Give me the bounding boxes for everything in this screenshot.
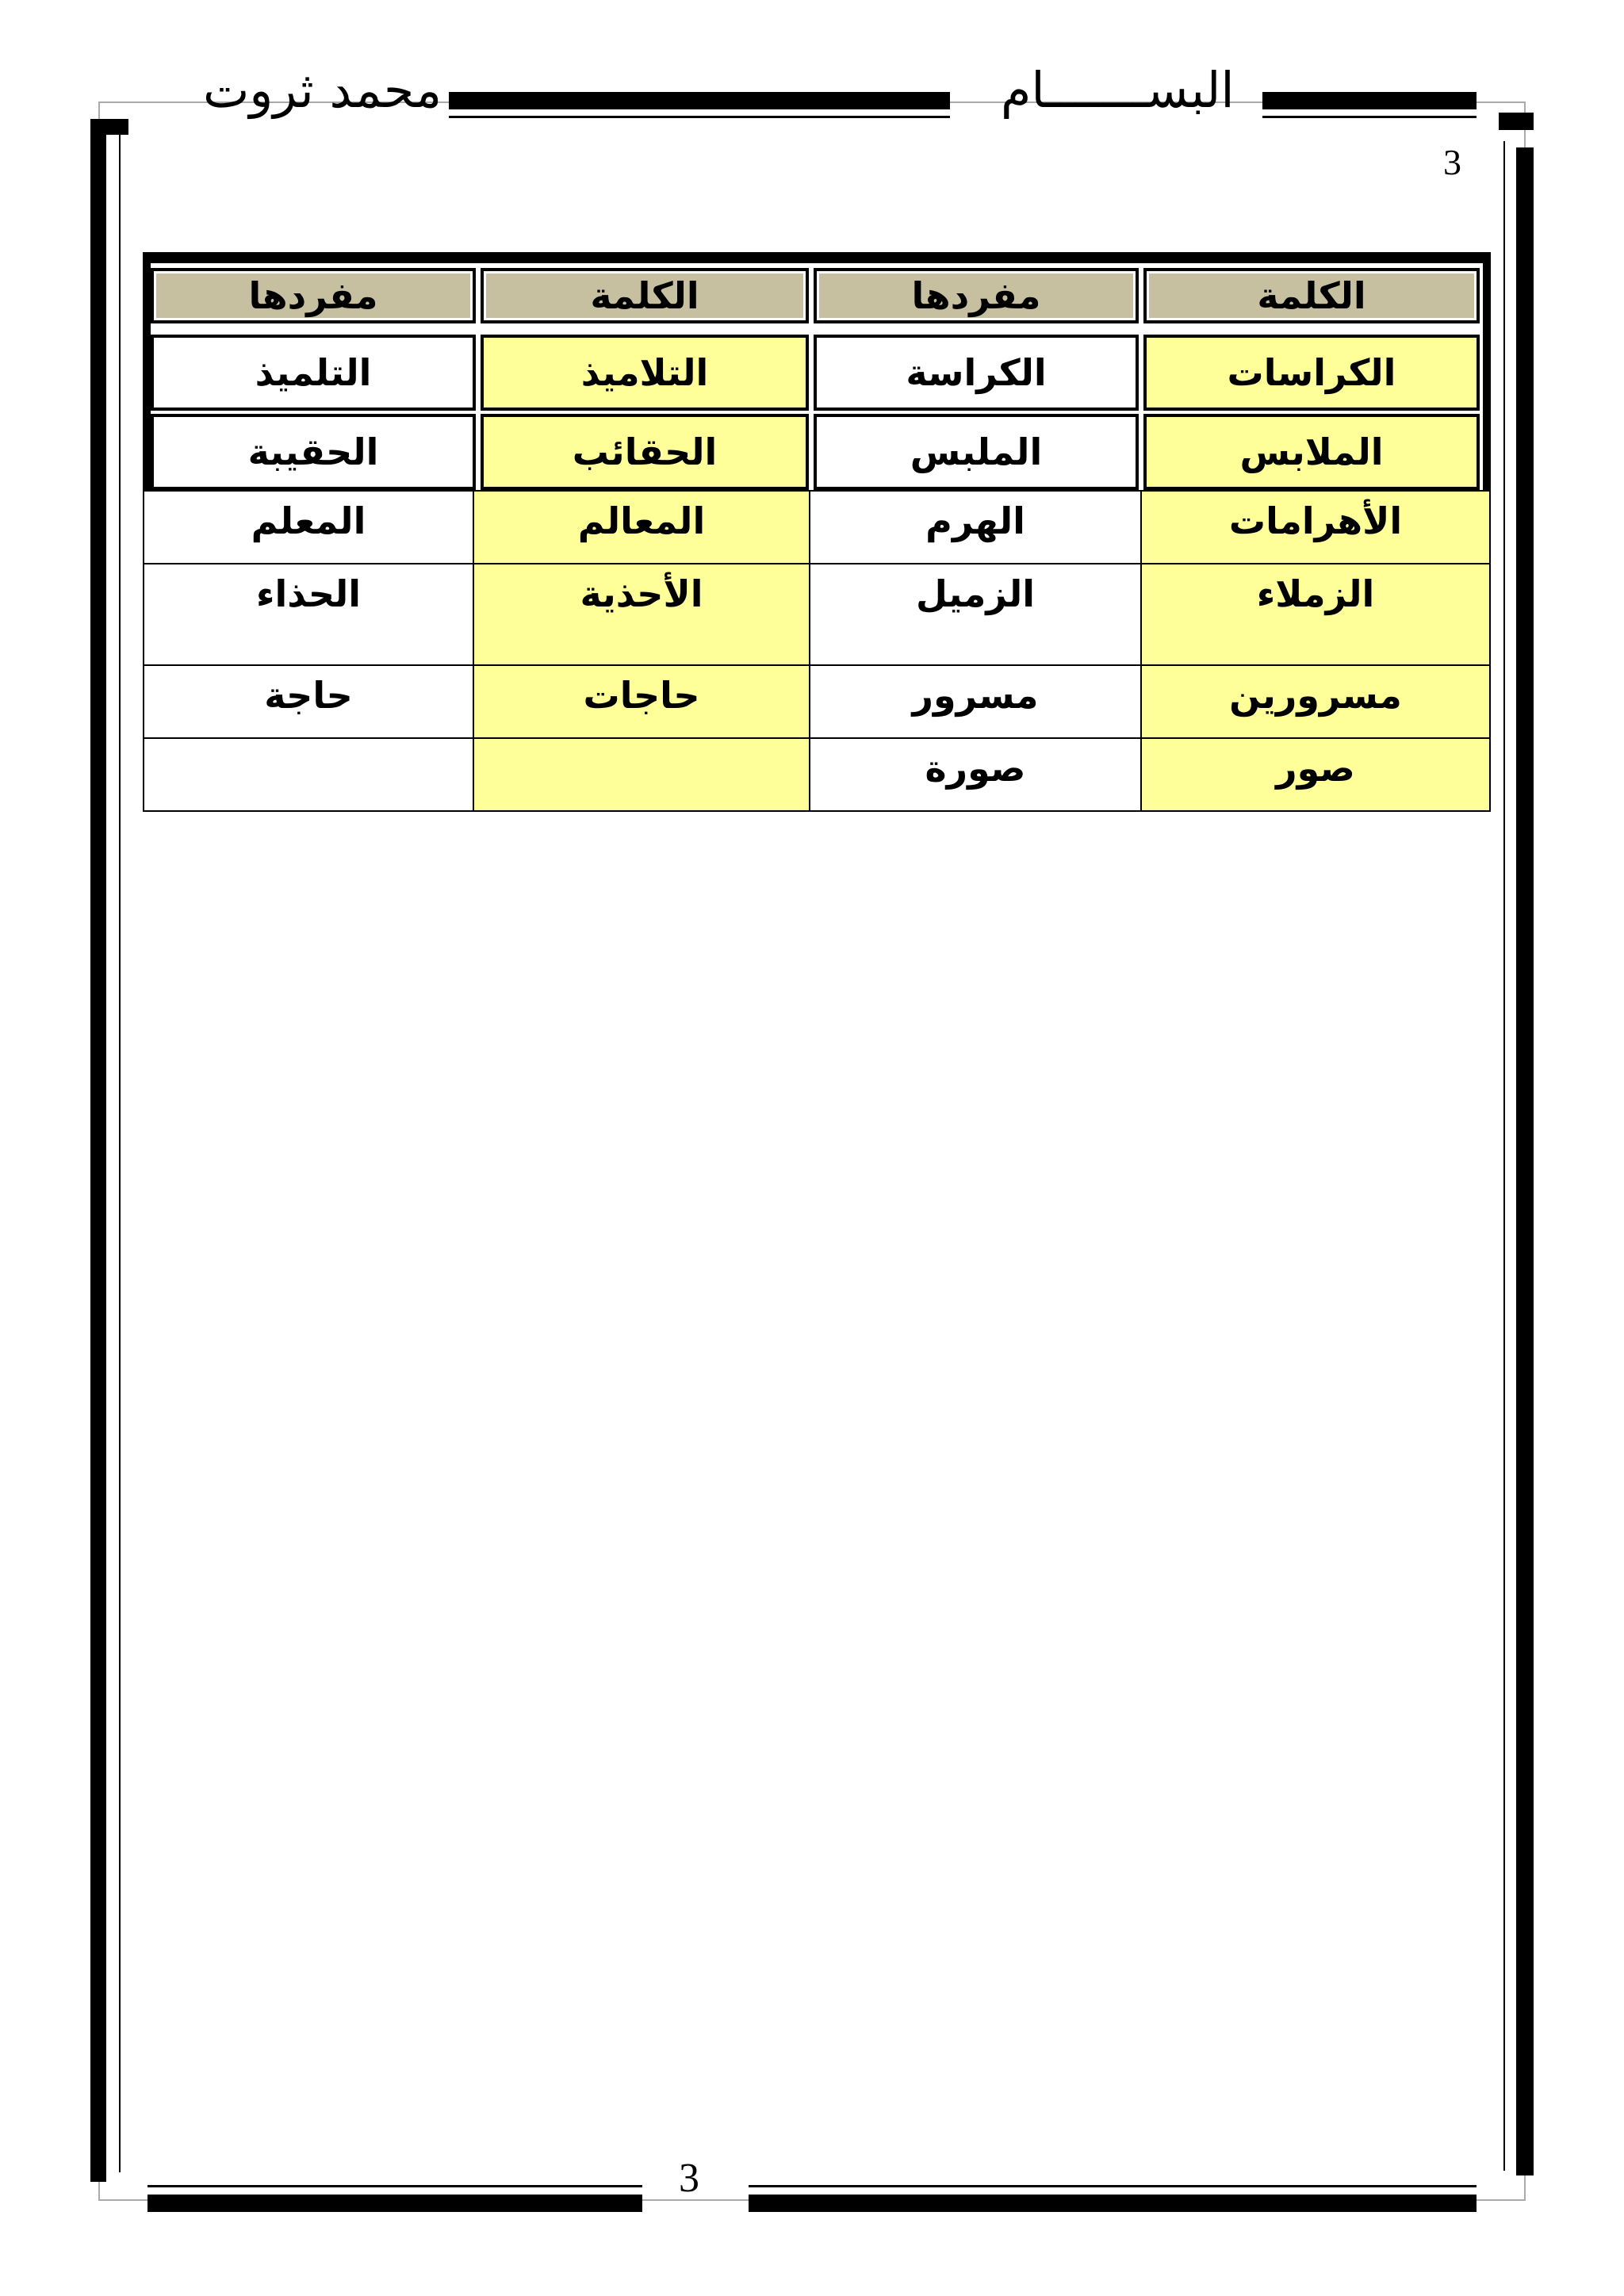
- page-frame-inner-line: [1503, 141, 1505, 2171]
- table-cell-singular: الملبس: [814, 414, 1139, 490]
- table-cell-singular: المعلم: [143, 490, 474, 564]
- table-cell-word: المعالم: [473, 490, 810, 564]
- table-cell-singular: الكراسة: [814, 335, 1139, 411]
- table-cell-singular: الحقيبة: [151, 414, 476, 490]
- table-top-section: [143, 252, 1491, 490]
- table-cell-singular: الحذاء: [143, 563, 474, 666]
- header-rule: [449, 92, 950, 109]
- column-header-word: الكلمة: [481, 268, 809, 323]
- table-cell-word: الأحذية: [473, 563, 810, 666]
- table-cell-word: الكراسات: [1143, 335, 1480, 411]
- table-cell-singular: الهرم: [809, 490, 1142, 564]
- footer-rule: [749, 2195, 1477, 2212]
- column-header-word: الكلمة: [1143, 268, 1480, 323]
- table-cell-word: الزملاء: [1140, 563, 1491, 666]
- footer-rule: [147, 2195, 642, 2212]
- table-cell-word: [473, 737, 810, 812]
- page-number-top: 3: [1443, 142, 1461, 182]
- column-header-singular: مفردها: [814, 268, 1139, 323]
- table-cell-singular: صورة: [809, 737, 1142, 812]
- table-cell-word: الأهرامات: [1140, 490, 1491, 564]
- header-author: محمد ثروت: [203, 61, 442, 119]
- table-cell-singular: حاجة: [143, 664, 474, 739]
- table-cell-singular: الزميل: [809, 563, 1142, 666]
- table-cell-word: التلاميذ: [481, 335, 809, 411]
- table-cell-word: حاجات: [473, 664, 810, 739]
- page-frame-corner: [1499, 113, 1534, 130]
- table-cell-word: مسرورين: [1140, 664, 1491, 739]
- table-cell-word: الملابس: [1143, 414, 1480, 490]
- column-header-singular: مفردها: [151, 268, 476, 323]
- table-cell-singular: مسرور: [809, 664, 1142, 739]
- page-frame-corner: [106, 119, 128, 135]
- header-title: البســـــــام: [1001, 61, 1235, 119]
- page-frame-left-bar: [90, 119, 106, 2182]
- table-cell-singular: [143, 737, 474, 812]
- table-cell-word: صور: [1140, 737, 1491, 812]
- header-rule: [1262, 92, 1477, 109]
- table-cell-singular: التلميذ: [151, 335, 476, 411]
- table-cell-word: الحقائب: [481, 414, 809, 490]
- page-frame-inner-line: [119, 127, 121, 2172]
- page-frame-right-bar: [1516, 147, 1534, 2175]
- page-number-bottom: 3: [679, 2156, 699, 2201]
- plural-singular-table: [143, 252, 1491, 790]
